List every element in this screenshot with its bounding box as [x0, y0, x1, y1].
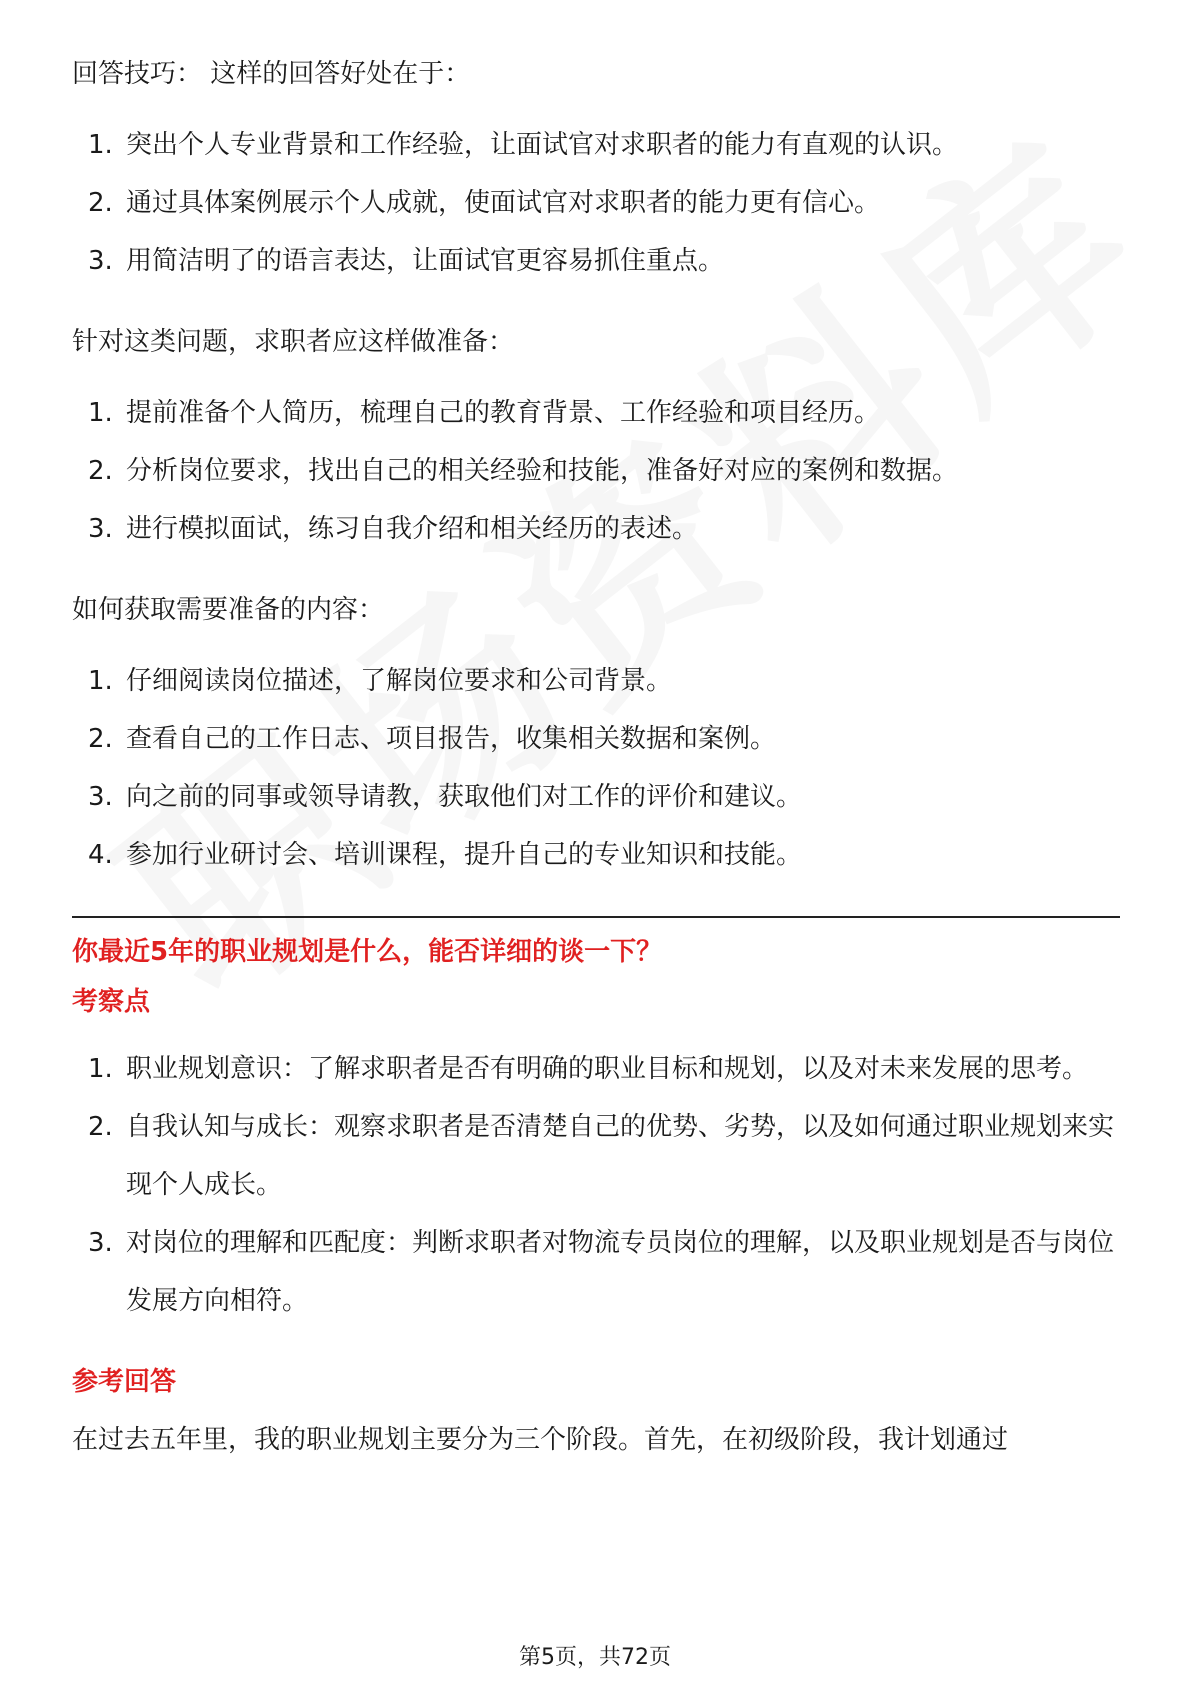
list-item: 1. 提前准备个人简历，梳理自己的教育背景、工作经验和项目经历。: [88, 398, 881, 428]
list-item: 1. 职业规划意识：了解求职者是否有明确的职业目标和规划，以及对未来发展的思考。: [88, 1054, 1089, 1084]
list-item: 2. 分析岗位要求，找出自己的相关经验和技能，准备好对应的案例和数据。: [88, 456, 959, 486]
list-item: 2. 查看自己的工作日志、项目报告，收集相关数据和案例。: [88, 724, 777, 754]
answer-heading: 参考回答: [72, 1367, 177, 1397]
list-item: 3. 用简洁明了的语言表达，让面试官更容易抓住重点。: [88, 246, 725, 276]
sources-list: [72, 652, 1120, 884]
tips-list: [72, 116, 1120, 290]
list-item: 1. 突出个人专业背景和工作经验，让面试官对求职者的能力有直观的认识。: [88, 130, 959, 160]
list-item: 1. 仔细阅读岗位描述，了解岗位要求和公司背景。: [88, 666, 673, 696]
list-item: 2. 通过具体案例展示个人成就，使面试官对求职者的能力更有信心。: [88, 188, 881, 218]
prep-heading: 针对这类问题，求职者应这样做准备：: [72, 327, 515, 357]
list-item: 4. 参加行业研讨会、培训课程，提升自己的专业知识和技能。: [88, 840, 803, 870]
answer-text: 在过去五年里，我的职业规划主要分为三个阶段。首先，在初级阶段，我计划通过: [72, 1425, 1009, 1455]
section-divider: [72, 916, 1120, 918]
list-item: 2. 自我认知与成长：观察求职者是否清楚自己的优势、劣势，以及如何通过职业规划来实现个人成长。: [88, 1112, 1115, 1200]
tip-heading: 回答技巧： 这样的回答好处在于：: [72, 59, 471, 89]
list-item: 3. 进行模拟面试，练习自我介绍和相关经历的表述。: [88, 514, 699, 544]
focus-list: [72, 1040, 1120, 1330]
preps-list: [72, 384, 1120, 558]
source-heading: 如何获取需要准备的内容：: [72, 595, 385, 625]
page-number: 第5页，共72页: [519, 1645, 671, 1670]
focus-heading: 考察点: [72, 987, 151, 1017]
question-title: 你最近5年的职业规划是什么，能否详细的谈一下？: [72, 937, 663, 967]
page-content: [72, 54, 1120, 1482]
list-item: 3. 向之前的同事或领导请教，获取他们对工作的评价和建议。: [88, 782, 803, 812]
list-item: 3. 对岗位的理解和匹配度：判断求职者对物流专员岗位的理解，以及职业规划是否与岗位发展方向相符。: [88, 1228, 1115, 1316]
